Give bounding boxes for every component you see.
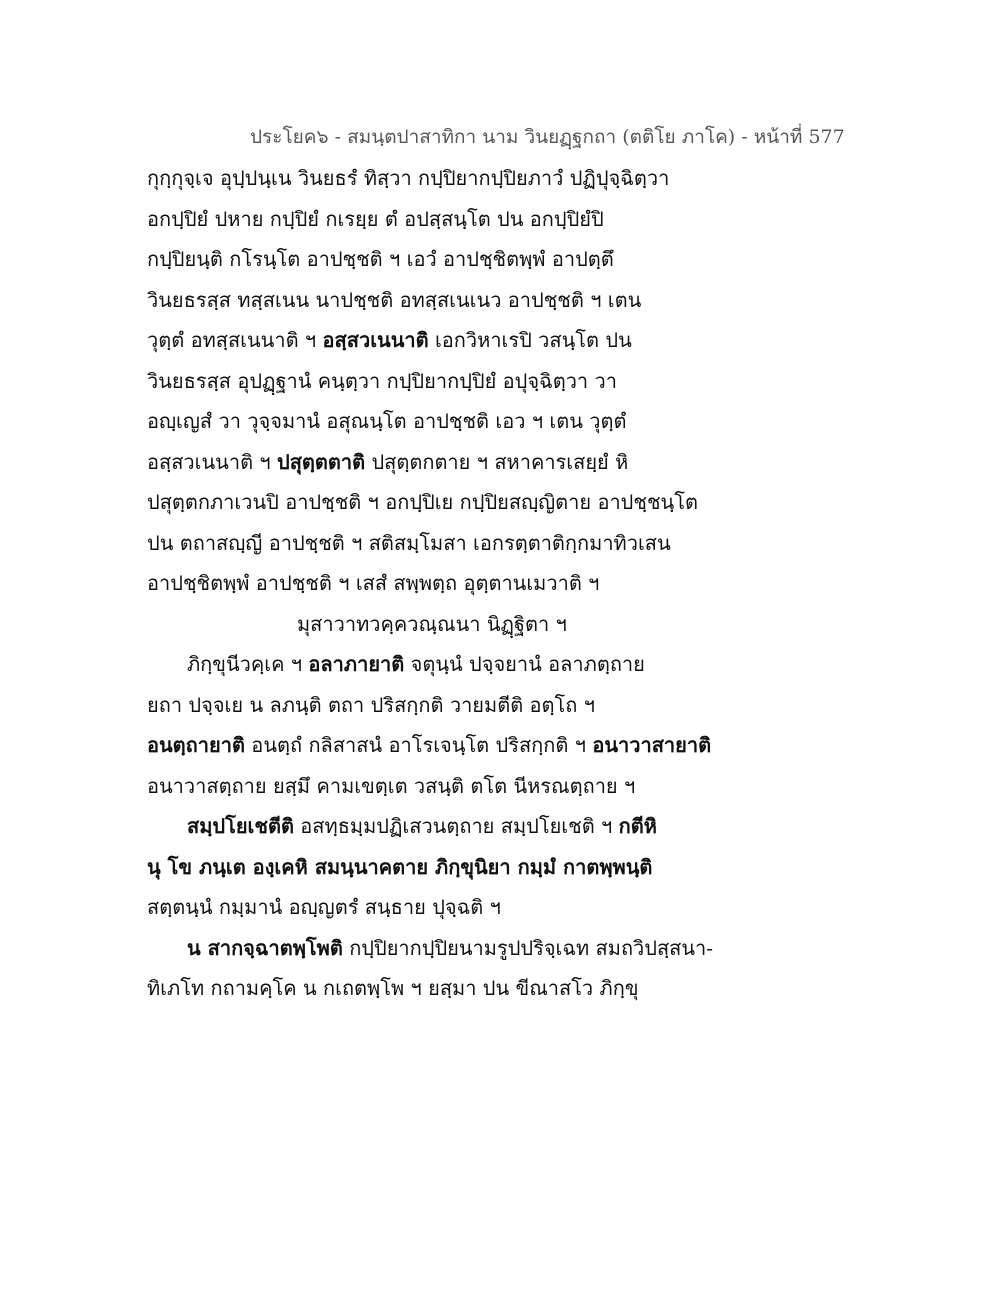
text-segment: วุตฺตํ อทสฺสเนนาติ ฯ	[147, 328, 323, 352]
text-segment: ปน ตถาสญฺญี อาปชฺชติ ฯ สติสมฺโมสา เอกรตฺตาติกฺกมาทิวเสน	[147, 530, 671, 555]
text-line	[147, 320, 692, 361]
text-line	[147, 442, 692, 483]
text-segment: อสฺสวเนนาติ ฯ	[147, 449, 277, 474]
text-segment: เอกวิหาเรปิ วสนฺโต ปน	[428, 328, 632, 352]
bold-term: นุ โข ภนฺเต องฺเคหิ สมนฺนาคตาย ภิกฺขุนิยา กมฺมํ กาตพฺพนฺติ	[147, 854, 653, 879]
text-segment: อกปฺปิยํ ปหาย กปฺปิยํ กเรยฺย ตํ อปสฺสนฺโต ปน อกปฺปิยํปิ	[147, 206, 604, 231]
bold-term: น สากจฺฉาตพฺโพติ	[187, 935, 343, 960]
text-segment: อนตฺถํ กลิสาสนํ อาโรเจนฺโต ปริสกฺกติ ฯ	[244, 733, 593, 757]
text-line	[147, 239, 692, 280]
text-line	[147, 968, 692, 1009]
bold-term: อสฺสวเนนาติ	[322, 328, 429, 352]
text-segment: ปสุตฺตกภาเวนปิ อาปชฺชติ ฯ อกปฺปิเย กปฺปิยสญฺญิตาย อาปชฺชนฺโต	[147, 490, 698, 514]
text-segment: อญฺเญสํ วา วุจฺจมานํ อสุณนฺโต อาปชฺชติ เอว ฯ เตน วุตฺตํ	[147, 409, 627, 433]
body-text	[147, 158, 714, 1009]
bold-term: อลาภายาติ	[308, 652, 405, 676]
bold-term: กตีหิ	[618, 814, 657, 838]
bold-term: อนตฺถายาติ	[147, 733, 245, 757]
bold-term: ปสุตฺตตาติ	[277, 449, 366, 474]
text-segment: ภิกฺขุนีวคฺเค ฯ	[187, 652, 309, 676]
text-segment: อาปชฺชิตพฺพํ อาปชฺชติ ฯ เสสํ สพฺพตฺถ อุตฺตานเมวาติ ฯ	[147, 571, 600, 595]
text-segment: อสทฺธมฺมปฏิเสวนตฺถาย สมฺปโยเชติ ฯ	[293, 814, 619, 838]
text-line	[147, 482, 698, 523]
text-line	[147, 401, 692, 442]
text-line	[147, 361, 692, 402]
text-segment: ปสุตฺตกตาย ฯ สหาคารเสยฺยํ หิ	[365, 449, 629, 474]
text-line	[147, 199, 692, 240]
text-line	[147, 523, 692, 564]
text-line	[147, 887, 692, 928]
text-segment: กปฺปิยนฺติ กโรนฺโต อาปชฺชติ ฯ เอวํ อาปชฺชิตพฺพํ อาปตฺตึ	[147, 247, 614, 271]
text-line	[147, 563, 692, 604]
text-line	[147, 928, 714, 969]
text-segment: ทิเภโท กถามคฺโค น กเถตพฺโพ ฯ ยสฺมา ปน ขีณาสโว ภิกฺขุ	[147, 976, 639, 1000]
text-line	[147, 725, 712, 766]
text-segment: จตุนฺนํ ปจฺจยานํ อลาภตฺถาย	[404, 652, 645, 676]
page-header: ประโยค๖ - สมนฺตปาสาทิกา นาม วินยฏฺฐกถา (ตติโย ภาโค) - หน้าที่ 577	[250, 126, 845, 148]
text-segment: กปฺปิยากปฺปิยนามรูปปริจฺเฉท สมถวิปสฺสนา-	[342, 935, 714, 960]
text-segment: อนาวาสตฺถาย ยสฺมึ คามเขตฺเต วสนฺติ ตโต นีหรณตฺถาย ฯ	[147, 773, 636, 798]
text-segment: สตฺตนฺนํ กมฺมานํ อญฺญตรํ สนฺธาย ปุจฺฉติ ฯ	[147, 895, 501, 919]
text-segment: วินยธรสฺส ทสฺสเนน นาปชฺชติ อทสฺสเนเนว อาปชฺชติ ฯ เตน	[147, 287, 642, 312]
section-heading	[147, 604, 692, 645]
bold-term: อนาวาสายาติ	[592, 733, 712, 757]
text-line	[147, 158, 692, 199]
text-segment: วินยธรสฺส อุปฏฺฐานํ คนฺตฺวา กปฺปิยากปฺปิยํ อปุจฺฉิตฺวา วา	[147, 368, 617, 393]
text-segment: กุกฺกุจฺเจ อุปฺปนฺเน วินยธรํ ทิสฺวา กปฺปิยากปฺปิยภาวํ ปฏิปุจฺฉิตฺวา	[147, 166, 670, 190]
text-line	[147, 685, 692, 726]
text-line	[147, 847, 692, 888]
text-segment: มุสาวาทวคฺควณฺณนา นิฏฺฐิตา ฯ	[297, 611, 567, 636]
text-line	[147, 644, 692, 685]
text-line	[147, 806, 692, 847]
text-line	[147, 766, 692, 807]
text-line	[147, 280, 692, 321]
text-segment: ยถา ปจฺจเย น ลภนฺติ ตถา ปริสกฺกติ วายมตีติ อตฺโถ ฯ	[147, 692, 595, 717]
bold-term: สมฺปโยเชตีติ	[187, 814, 294, 838]
